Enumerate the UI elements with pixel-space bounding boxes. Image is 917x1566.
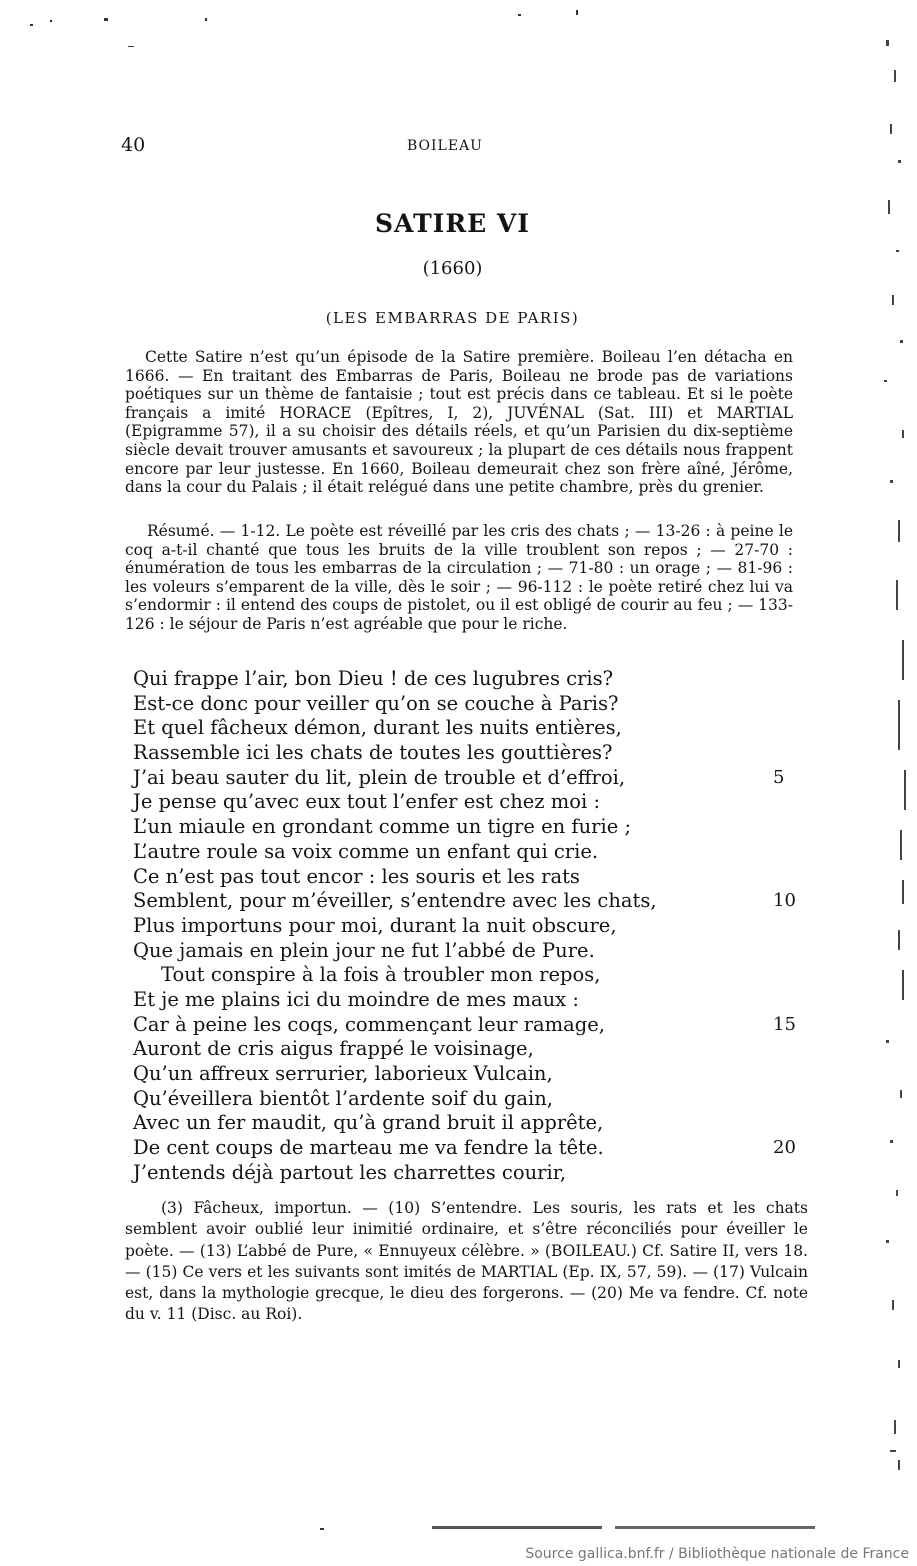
line-number: 10 bbox=[773, 890, 796, 912]
footnotes bbox=[125, 1198, 808, 1326]
verse-line bbox=[133, 692, 813, 717]
footnotes-text: (3) Fâcheux, importun. — (10) S’entendre. Les souris, les rats et les chats semblent avoir oublié leur inimitié ordinaire, et s’être réconciliés pour éveiller le poète. — (13) L’abbé de Pure, « Ennuyeux célèbre. » (BOILEAU.) Cf. Satire II, vers 18. — (15) Ce vers et les suivants sont imités de MARTIAL (Ep. IX, 57, 59). — (17) Vulcain est, dans la mythologie grecque, le dieu des forgerons. — (20) Me va fendre. Cf. note du v. 11 (Disc. au Roi). bbox=[125, 1199, 808, 1324]
scan-speck bbox=[615, 1526, 815, 1529]
page-number: 40 bbox=[121, 134, 146, 156]
verse-text: Et je me plains ici du moindre de mes maux : bbox=[133, 987, 579, 1011]
verse-line bbox=[133, 1136, 813, 1161]
verse-line bbox=[133, 914, 813, 939]
satire-subtitle: (LES EMBARRAS DE PARIS) bbox=[325, 309, 580, 327]
verse-text: L’autre roule sa voix comme un enfant qui crie. bbox=[133, 839, 599, 863]
scan-speck bbox=[50, 20, 52, 22]
scan-speck bbox=[432, 1526, 602, 1529]
verse-line bbox=[133, 716, 813, 741]
satire-year: (1660) bbox=[422, 258, 483, 279]
verse-line bbox=[133, 667, 813, 692]
verse-text: Auront de cris aigus frappé le voisinage, bbox=[133, 1037, 534, 1061]
verse-text: Avec un fer maudit, qu’à grand bruit il apprête, bbox=[133, 1111, 604, 1135]
line-number: 20 bbox=[773, 1137, 796, 1159]
verse-line bbox=[133, 1161, 813, 1186]
verse-line bbox=[133, 939, 813, 964]
verse-line bbox=[133, 889, 813, 914]
verse-text: Qu’un affreux serrurier, laborieux Vulcain, bbox=[133, 1062, 553, 1085]
verse-line bbox=[133, 840, 813, 865]
verse-line bbox=[133, 1062, 813, 1087]
verse-line bbox=[133, 1037, 813, 1062]
verse-text: Ce n’est pas tout encor : les souris et les rats bbox=[133, 864, 580, 888]
verse-line bbox=[133, 766, 813, 791]
scan-speck bbox=[30, 24, 33, 26]
verse-text: Je pense qu’avec eux tout l’enfer est chez moi : bbox=[133, 790, 601, 814]
verse-line bbox=[133, 815, 813, 840]
margin-bleed-through bbox=[872, 40, 912, 1500]
verse-line bbox=[133, 963, 813, 988]
verse-text: Tout conspire à la fois à troubler mon repos, bbox=[161, 963, 601, 987]
verse-line bbox=[133, 1087, 813, 1112]
scan-speck bbox=[576, 10, 578, 15]
summary-text: Résumé. — 1-12. Le poète est réveillé par les cris des chats ; — 13-26 : à peine le coq a-t-il chanté que tous les bruits de la ville troublent son repos ; — 27-70 : énumération de tous les embarras de la circulation ; — 71-80 : un orage ; — 81-96 : les voleurs s’emparent de la ville, dès le soir ; — 96-112 : le poète retiré chez lui va s’endormir : il entend des coups de pistolet, ou il est obligé de courir au feu ; — 133-126 : le séjour de Paris n’est agréable que pour le riche. bbox=[125, 522, 793, 633]
verse-text: Car à peine les coqs, commençant leur ramage, bbox=[133, 1012, 605, 1036]
intro-paragraph bbox=[125, 348, 793, 497]
intro-text: Cette Satire n’est qu’un épisode de la Satire première. Boileau l’en détacha en 1666. — En traitant des Embarras de Paris, Boileau ne brode pas de variations poétiques sur un thème de fantaisie ; tout est précis dans ce tableau. Et si le poète français a imité HORACE (Epîtres, I, 2), JUVÉNAL (Sat. III) et MARTIAL (Epigramme 57), il a su choisir des détails réels, et qu’un Parisien du dix-septième siècle devait trouver amusants et savoureux ; la plupart de ces détails nous frappent encore par leur justesse. En 1660, Boileau demeurait chez son frère aîné, Jérôme, dans la cour du Palais ; il était relégué dans une petite chambre, près du grenier. bbox=[125, 348, 793, 497]
verse-text: Semblent, pour m’éveiller, s’entendre avec les chats, bbox=[133, 889, 657, 913]
source-credit: Source gallica.bnf.fr / Bibliothèque nationale de France bbox=[525, 1546, 909, 1562]
verse-text: Rassemble ici les chats de toutes les gouttières? bbox=[133, 741, 613, 765]
verse-text: Est-ce donc pour veiller qu’on se couche à Paris? bbox=[133, 691, 619, 715]
verse-line bbox=[133, 790, 813, 815]
scan-speck bbox=[518, 14, 521, 16]
verse-text: Plus importuns pour moi, durant la nuit obscure, bbox=[133, 913, 617, 937]
scan-speck bbox=[320, 1528, 324, 1530]
scan-speck bbox=[205, 18, 207, 21]
verse-text: Et quel fâcheux démon, durant les nuits entières, bbox=[133, 716, 622, 740]
verse-text: J’ai beau sauter du lit, plein de trouble et d’effroi, bbox=[133, 765, 626, 789]
verse-text: Qui frappe l’air, bon Dieu ! de ces lugubres cris? bbox=[133, 667, 614, 690]
verse-line bbox=[133, 988, 813, 1013]
verse-text: De cent coups de marteau me va fendre la tête. bbox=[133, 1136, 604, 1160]
line-number: 15 bbox=[773, 1013, 796, 1035]
poem bbox=[133, 667, 813, 1185]
verse-line bbox=[133, 865, 813, 890]
verse-line bbox=[133, 1013, 813, 1038]
summary-paragraph bbox=[125, 522, 793, 634]
verse-text: L’un miaule en grondant comme un tigre en furie ; bbox=[133, 815, 632, 839]
scan-speck bbox=[128, 46, 134, 47]
line-number: 5 bbox=[773, 766, 785, 788]
verse-line bbox=[133, 741, 813, 766]
verse-text: Qu’éveillera bientôt l’ardente soif du gain, bbox=[133, 1086, 553, 1110]
page-title: SATIRE VI bbox=[374, 209, 530, 238]
verse-line bbox=[133, 1111, 813, 1136]
running-head: BOILEAU bbox=[407, 138, 483, 154]
verse-text: Que jamais en plein jour ne fut l’abbé de Pure. bbox=[133, 938, 595, 962]
scan-speck bbox=[104, 18, 108, 21]
verse-text: J’entends déjà partout les charrettes courir, bbox=[133, 1160, 567, 1184]
